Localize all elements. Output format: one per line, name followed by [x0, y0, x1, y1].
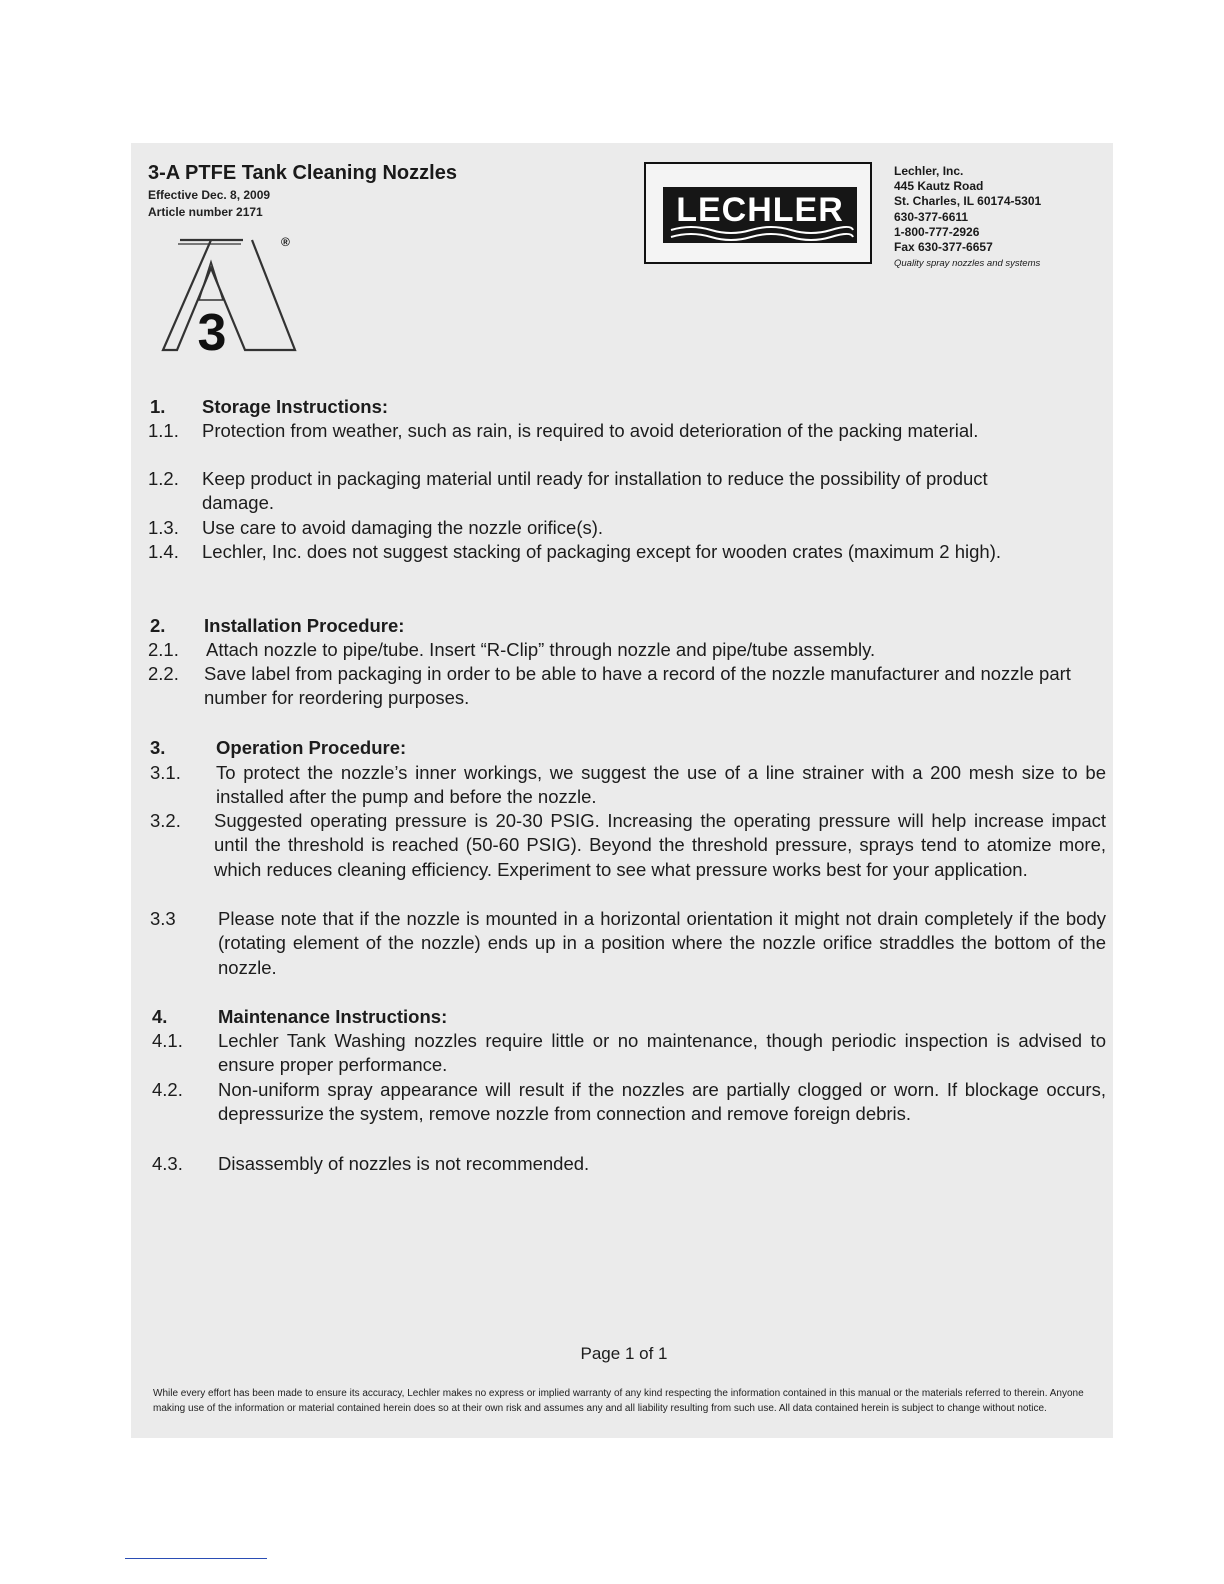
item-text: Protection from weather, such as rain, is required to avoid deterioration of the packing material. [202, 420, 979, 441]
lechler-logo [644, 162, 872, 264]
item-text: Use care to avoid damaging the nozzle orifice(s). [202, 517, 604, 538]
disclaimer: While every effort has been made to ensure its accuracy, Lechler makes no express or implied warranty of any kind respecting the information contained in this manual or the materials referred to therein. Anyone making use of the information or material contained herein does so at their own risk and assumes any and all liability resulting from such use. All data contained herein is subject to change without notice. [153, 1388, 1084, 1414]
page-number: Page 1 of 1 [580, 1344, 668, 1363]
section-heading: Operation Procedure: [216, 737, 407, 758]
item-text: Attach nozzle to pipe/tube. Insert “R-Clip” through nozzle and pipe/tube assembly. [206, 639, 876, 660]
company-tollfree: 1-800-777-2926 [894, 224, 980, 239]
divider [125, 1558, 267, 1559]
section-heading: Storage Instructions: [202, 396, 389, 417]
logo-wave-icon [663, 225, 857, 241]
item-number: 1.4. [148, 541, 179, 562]
company-tagline: Quality spray nozzles and systems [894, 258, 1041, 270]
registered-mark: ® [281, 235, 290, 249]
logo-text: LECHLER [676, 191, 844, 229]
item-number: 2.1. [148, 639, 179, 660]
section-number: 3. [150, 737, 166, 758]
item-text: Keep product in packaging material until ready for installation to reduce the possibility of product damage. [202, 468, 988, 514]
section-number: 4. [152, 1006, 168, 1027]
company-street: 445 Kautz Road [894, 179, 984, 194]
item-text: Non-uniform spray appearance will result if the nozzles are partially clogged or worn. If blockage occurs, depressurize the system, remove nozzle from connection and remove foreign debris. [218, 1079, 1106, 1125]
item-text: Suggested operating pressure is 20-30 PSIG. Increasing the operating pressure will help increase impact until the threshold is reached (50-60 PSIG). Beyond the threshold pressure, sprays tend to atomize more, which reduces cleaning efficiency. Experiment to see what pressure works best for your application. [214, 810, 1106, 880]
document-title: 3-A PTFE Tank Cleaning Nozzles [148, 162, 457, 184]
item-text: Disassembly of nozzles is not recommended. [218, 1153, 590, 1174]
company-address [894, 164, 1041, 271]
section-heading: Installation Procedure: [204, 615, 405, 636]
item-text: Please note that if the nozzle is mounted in a horizontal orientation it might not drain completely if the body (rotating element of the nozzle) ends up in a position where the nozzle orifice straddles the bottom of the nozzle. [218, 908, 1106, 978]
item-number: 1.3. [148, 517, 179, 538]
section-heading: Maintenance Instructions: [218, 1006, 448, 1027]
section-number: 2. [150, 615, 166, 636]
item-text: Lechler Tank Washing nozzles require little or no maintenance, though periodic inspection is advised to ensure proper performance. [218, 1030, 1106, 1076]
item-text: Save label from packaging in order to be able to have a record of the nozzle manufacturer and nozzle part number for reordering purposes. [204, 663, 1071, 709]
a3-numeral: 3 [197, 304, 227, 358]
item-number: 3.2. [150, 810, 181, 831]
item-number: 1.2. [148, 468, 179, 489]
article-number: Article number 2171 [148, 205, 263, 219]
item-number: 3.3 [150, 908, 176, 929]
company-phone: 630-377-6611 [894, 209, 969, 224]
item-number: 1.1. [148, 420, 179, 441]
item-number: 4.1. [152, 1030, 183, 1051]
item-number: 4.2. [152, 1079, 183, 1100]
section-number: 1. [150, 396, 166, 417]
item-number: 2.2. [148, 663, 179, 684]
item-text: To protect the nozzle’s inner workings, we suggest the use of a line strainer with a 200 mesh size to be installed after the pump and before the nozzle. [216, 762, 1106, 808]
company-fax: Fax 630-377-6657 [894, 240, 993, 255]
item-text: Lechler, Inc. does not suggest stacking of packaging except for wooden crates (maximum 2 high). [202, 541, 1002, 562]
item-number: 4.3. [152, 1153, 183, 1174]
company-city: St. Charles, IL 60174-5301 [894, 194, 1042, 209]
item-number: 3.1. [150, 762, 181, 783]
effective-date: Effective Dec. 8, 2009 [148, 188, 271, 202]
3a-sanitary-symbol-icon [155, 228, 300, 358]
company-name: Lechler, Inc. [894, 164, 964, 178]
